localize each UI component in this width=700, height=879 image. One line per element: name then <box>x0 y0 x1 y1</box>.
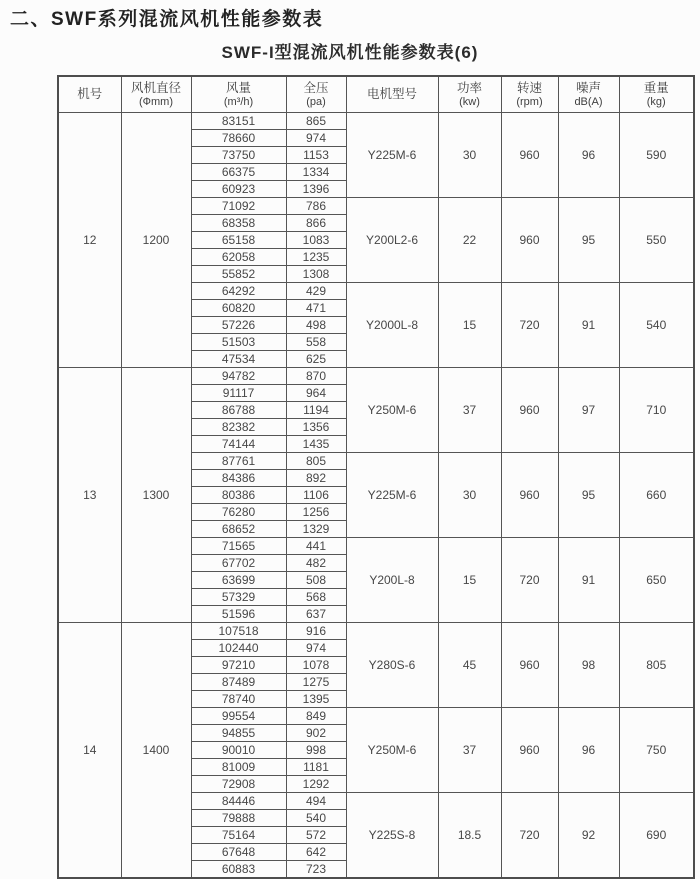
air-volume-cell: 87489 <box>191 674 286 691</box>
fan-diameter-cell: 1400 <box>121 623 191 879</box>
air-volume-cell: 90010 <box>191 742 286 759</box>
air-volume-cell: 62058 <box>191 249 286 266</box>
pressure-cell: 1395 <box>286 691 346 708</box>
motor-model-cell: Y200L2-6 <box>346 198 438 283</box>
air-volume-cell: 107518 <box>191 623 286 640</box>
header-row <box>58 76 694 113</box>
air-volume-cell: 78660 <box>191 130 286 147</box>
header-title: 转速 <box>516 80 542 95</box>
air-volume-cell: 75164 <box>191 827 286 844</box>
air-volume-cell: 84446 <box>191 793 286 810</box>
machine-size-cell: 14 <box>58 623 121 879</box>
pressure-cell: 498 <box>286 317 346 334</box>
air-volume-cell: 87761 <box>191 453 286 470</box>
page-title: 二、SWF系列混流风机性能参数表 <box>10 9 324 30</box>
noise-cell: 91 <box>558 538 619 623</box>
air-volume-cell: 86788 <box>191 402 286 419</box>
motor-model-cell: Y225M-6 <box>346 453 438 538</box>
pressure-cell: 572 <box>286 827 346 844</box>
weight-cell: 550 <box>619 198 694 283</box>
pressure-cell: 786 <box>286 198 346 215</box>
header-power <box>438 76 501 113</box>
pressure-cell: 1256 <box>286 504 346 521</box>
table-body <box>58 113 694 879</box>
power-cell: 22 <box>438 198 501 283</box>
motor-model-cell: Y2000L-8 <box>346 283 438 368</box>
header-machine-no <box>58 76 121 113</box>
pressure-cell: 494 <box>286 793 346 810</box>
noise-cell: 96 <box>558 708 619 793</box>
air-volume-cell: 63699 <box>191 572 286 589</box>
speed-cell: 960 <box>501 708 558 793</box>
pressure-cell: 1194 <box>286 402 346 419</box>
air-volume-cell: 57226 <box>191 317 286 334</box>
air-volume-cell: 80386 <box>191 487 286 504</box>
motor-model-cell: Y280S-6 <box>346 623 438 708</box>
pressure-cell: 866 <box>286 215 346 232</box>
noise-cell: 98 <box>558 623 619 708</box>
noise-cell: 92 <box>558 793 619 879</box>
pressure-cell: 916 <box>286 623 346 640</box>
air-volume-cell: 99554 <box>191 708 286 725</box>
pressure-cell: 1435 <box>286 436 346 453</box>
motor-model-cell: Y250M-6 <box>346 708 438 793</box>
pressure-cell: 1334 <box>286 164 346 181</box>
air-volume-cell: 94855 <box>191 725 286 742</box>
speed-cell: 720 <box>501 793 558 879</box>
header-speed <box>501 76 558 113</box>
air-volume-cell: 84386 <box>191 470 286 487</box>
air-volume-cell: 60923 <box>191 181 286 198</box>
speed-cell: 960 <box>501 368 558 453</box>
power-cell: 45 <box>438 623 501 708</box>
pressure-cell: 1356 <box>286 419 346 436</box>
weight-cell: 660 <box>619 453 694 538</box>
header-title: 重量 <box>643 80 669 95</box>
air-volume-cell: 65158 <box>191 232 286 249</box>
air-volume-cell: 68358 <box>191 215 286 232</box>
air-volume-cell: 60820 <box>191 300 286 317</box>
pressure-cell: 1083 <box>286 232 346 249</box>
fan-diameter-cell: 1300 <box>121 368 191 623</box>
pressure-cell: 1235 <box>286 249 346 266</box>
power-cell: 37 <box>438 368 501 453</box>
air-volume-cell: 60883 <box>191 861 286 879</box>
power-cell: 37 <box>438 708 501 793</box>
air-volume-cell: 64292 <box>191 283 286 300</box>
air-volume-cell: 47534 <box>191 351 286 368</box>
speed-cell: 960 <box>501 453 558 538</box>
weight-cell: 710 <box>619 368 694 453</box>
header-unit: (pa) <box>306 95 326 108</box>
header-title: 机号 <box>77 87 103 101</box>
air-volume-cell: 71565 <box>191 538 286 555</box>
pressure-cell: 902 <box>286 725 346 742</box>
header-title: 电机型号 <box>366 87 417 101</box>
pressure-cell: 568 <box>286 589 346 606</box>
air-volume-cell: 83151 <box>191 113 286 130</box>
weight-cell: 750 <box>619 708 694 793</box>
header-unit: (kg) <box>646 95 666 108</box>
header-weight <box>619 76 694 113</box>
table-row <box>58 623 694 640</box>
pressure-cell: 892 <box>286 470 346 487</box>
pressure-cell: 723 <box>286 861 346 879</box>
pressure-cell: 1308 <box>286 266 346 283</box>
weight-cell: 805 <box>619 623 694 708</box>
pressure-cell: 1329 <box>286 521 346 538</box>
header-motor-model <box>346 76 438 113</box>
air-volume-cell: 72908 <box>191 776 286 793</box>
pressure-cell: 482 <box>286 555 346 572</box>
pressure-cell: 642 <box>286 844 346 861</box>
pressure-cell: 558 <box>286 334 346 351</box>
table-title: SWF-I型混流风机性能参数表(6) <box>221 43 479 62</box>
machine-size-cell: 13 <box>58 368 121 623</box>
air-volume-cell: 51596 <box>191 606 286 623</box>
pressure-cell: 540 <box>286 810 346 827</box>
noise-cell: 91 <box>558 283 619 368</box>
pressure-cell: 1396 <box>286 181 346 198</box>
power-cell: 15 <box>438 538 501 623</box>
pressure-cell: 625 <box>286 351 346 368</box>
air-volume-cell: 78740 <box>191 691 286 708</box>
header-fan-diameter <box>121 76 191 113</box>
speed-cell: 960 <box>501 198 558 283</box>
header-unit: (m³/h) <box>223 95 254 108</box>
fan-performance-table <box>57 75 695 879</box>
table-row <box>58 113 694 130</box>
noise-cell: 97 <box>558 368 619 453</box>
table-row <box>58 368 694 385</box>
motor-model-cell: Y225S-8 <box>346 793 438 879</box>
speed-cell: 960 <box>501 623 558 708</box>
air-volume-cell: 102440 <box>191 640 286 657</box>
air-volume-cell: 57329 <box>191 589 286 606</box>
pressure-cell: 974 <box>286 640 346 657</box>
power-cell: 18.5 <box>438 793 501 879</box>
header-unit: dB(A) <box>574 95 603 108</box>
air-volume-cell: 68652 <box>191 521 286 538</box>
pressure-cell: 1181 <box>286 759 346 776</box>
speed-cell: 720 <box>501 283 558 368</box>
air-volume-cell: 71092 <box>191 198 286 215</box>
pressure-cell: 429 <box>286 283 346 300</box>
header-air-volume <box>191 76 286 113</box>
speed-cell: 960 <box>501 113 558 198</box>
air-volume-cell: 51503 <box>191 334 286 351</box>
air-volume-cell: 91117 <box>191 385 286 402</box>
table-header <box>58 76 694 113</box>
air-volume-cell: 55852 <box>191 266 286 283</box>
header-total-pressure <box>286 76 346 113</box>
pressure-cell: 964 <box>286 385 346 402</box>
power-cell: 30 <box>438 453 501 538</box>
air-volume-cell: 79888 <box>191 810 286 827</box>
pressure-cell: 1292 <box>286 776 346 793</box>
weight-cell: 540 <box>619 283 694 368</box>
power-cell: 30 <box>438 113 501 198</box>
pressure-cell: 1275 <box>286 674 346 691</box>
noise-cell: 95 <box>558 198 619 283</box>
pressure-cell: 508 <box>286 572 346 589</box>
machine-size-cell: 12 <box>58 113 121 368</box>
document-page <box>0 8 700 879</box>
power-cell: 15 <box>438 283 501 368</box>
header-unit: (kw) <box>459 95 480 108</box>
header-title: 风机直径 <box>130 80 181 95</box>
motor-model-cell: Y225M-6 <box>346 113 438 198</box>
air-volume-cell: 66375 <box>191 164 286 181</box>
air-volume-cell: 67648 <box>191 844 286 861</box>
header-title: 全压 <box>303 80 329 95</box>
pressure-cell: 637 <box>286 606 346 623</box>
pressure-cell: 1106 <box>286 487 346 504</box>
pressure-cell: 974 <box>286 130 346 147</box>
pressure-cell: 870 <box>286 368 346 385</box>
weight-cell: 690 <box>619 793 694 879</box>
air-volume-cell: 73750 <box>191 147 286 164</box>
air-volume-cell: 97210 <box>191 657 286 674</box>
weight-cell: 650 <box>619 538 694 623</box>
air-volume-cell: 82382 <box>191 419 286 436</box>
motor-model-cell: Y250M-6 <box>346 368 438 453</box>
header-noise <box>558 76 619 113</box>
air-volume-cell: 74144 <box>191 436 286 453</box>
header-title: 风量 <box>225 80 251 95</box>
air-volume-cell: 67702 <box>191 555 286 572</box>
air-volume-cell: 94782 <box>191 368 286 385</box>
noise-cell: 95 <box>558 453 619 538</box>
header-unit: (Фmm) <box>138 95 173 108</box>
air-volume-cell: 76280 <box>191 504 286 521</box>
header-title: 功率 <box>456 80 482 95</box>
header-unit: (rpm) <box>516 95 543 108</box>
air-volume-cell: 81009 <box>191 759 286 776</box>
pressure-cell: 441 <box>286 538 346 555</box>
motor-model-cell: Y200L-8 <box>346 538 438 623</box>
pressure-cell: 805 <box>286 453 346 470</box>
noise-cell: 96 <box>558 113 619 198</box>
pressure-cell: 998 <box>286 742 346 759</box>
pressure-cell: 849 <box>286 708 346 725</box>
weight-cell: 590 <box>619 113 694 198</box>
fan-diameter-cell: 1200 <box>121 113 191 368</box>
pressure-cell: 865 <box>286 113 346 130</box>
speed-cell: 720 <box>501 538 558 623</box>
header-title: 噪声 <box>575 80 601 95</box>
pressure-cell: 1078 <box>286 657 346 674</box>
pressure-cell: 1153 <box>286 147 346 164</box>
pressure-cell: 471 <box>286 300 346 317</box>
